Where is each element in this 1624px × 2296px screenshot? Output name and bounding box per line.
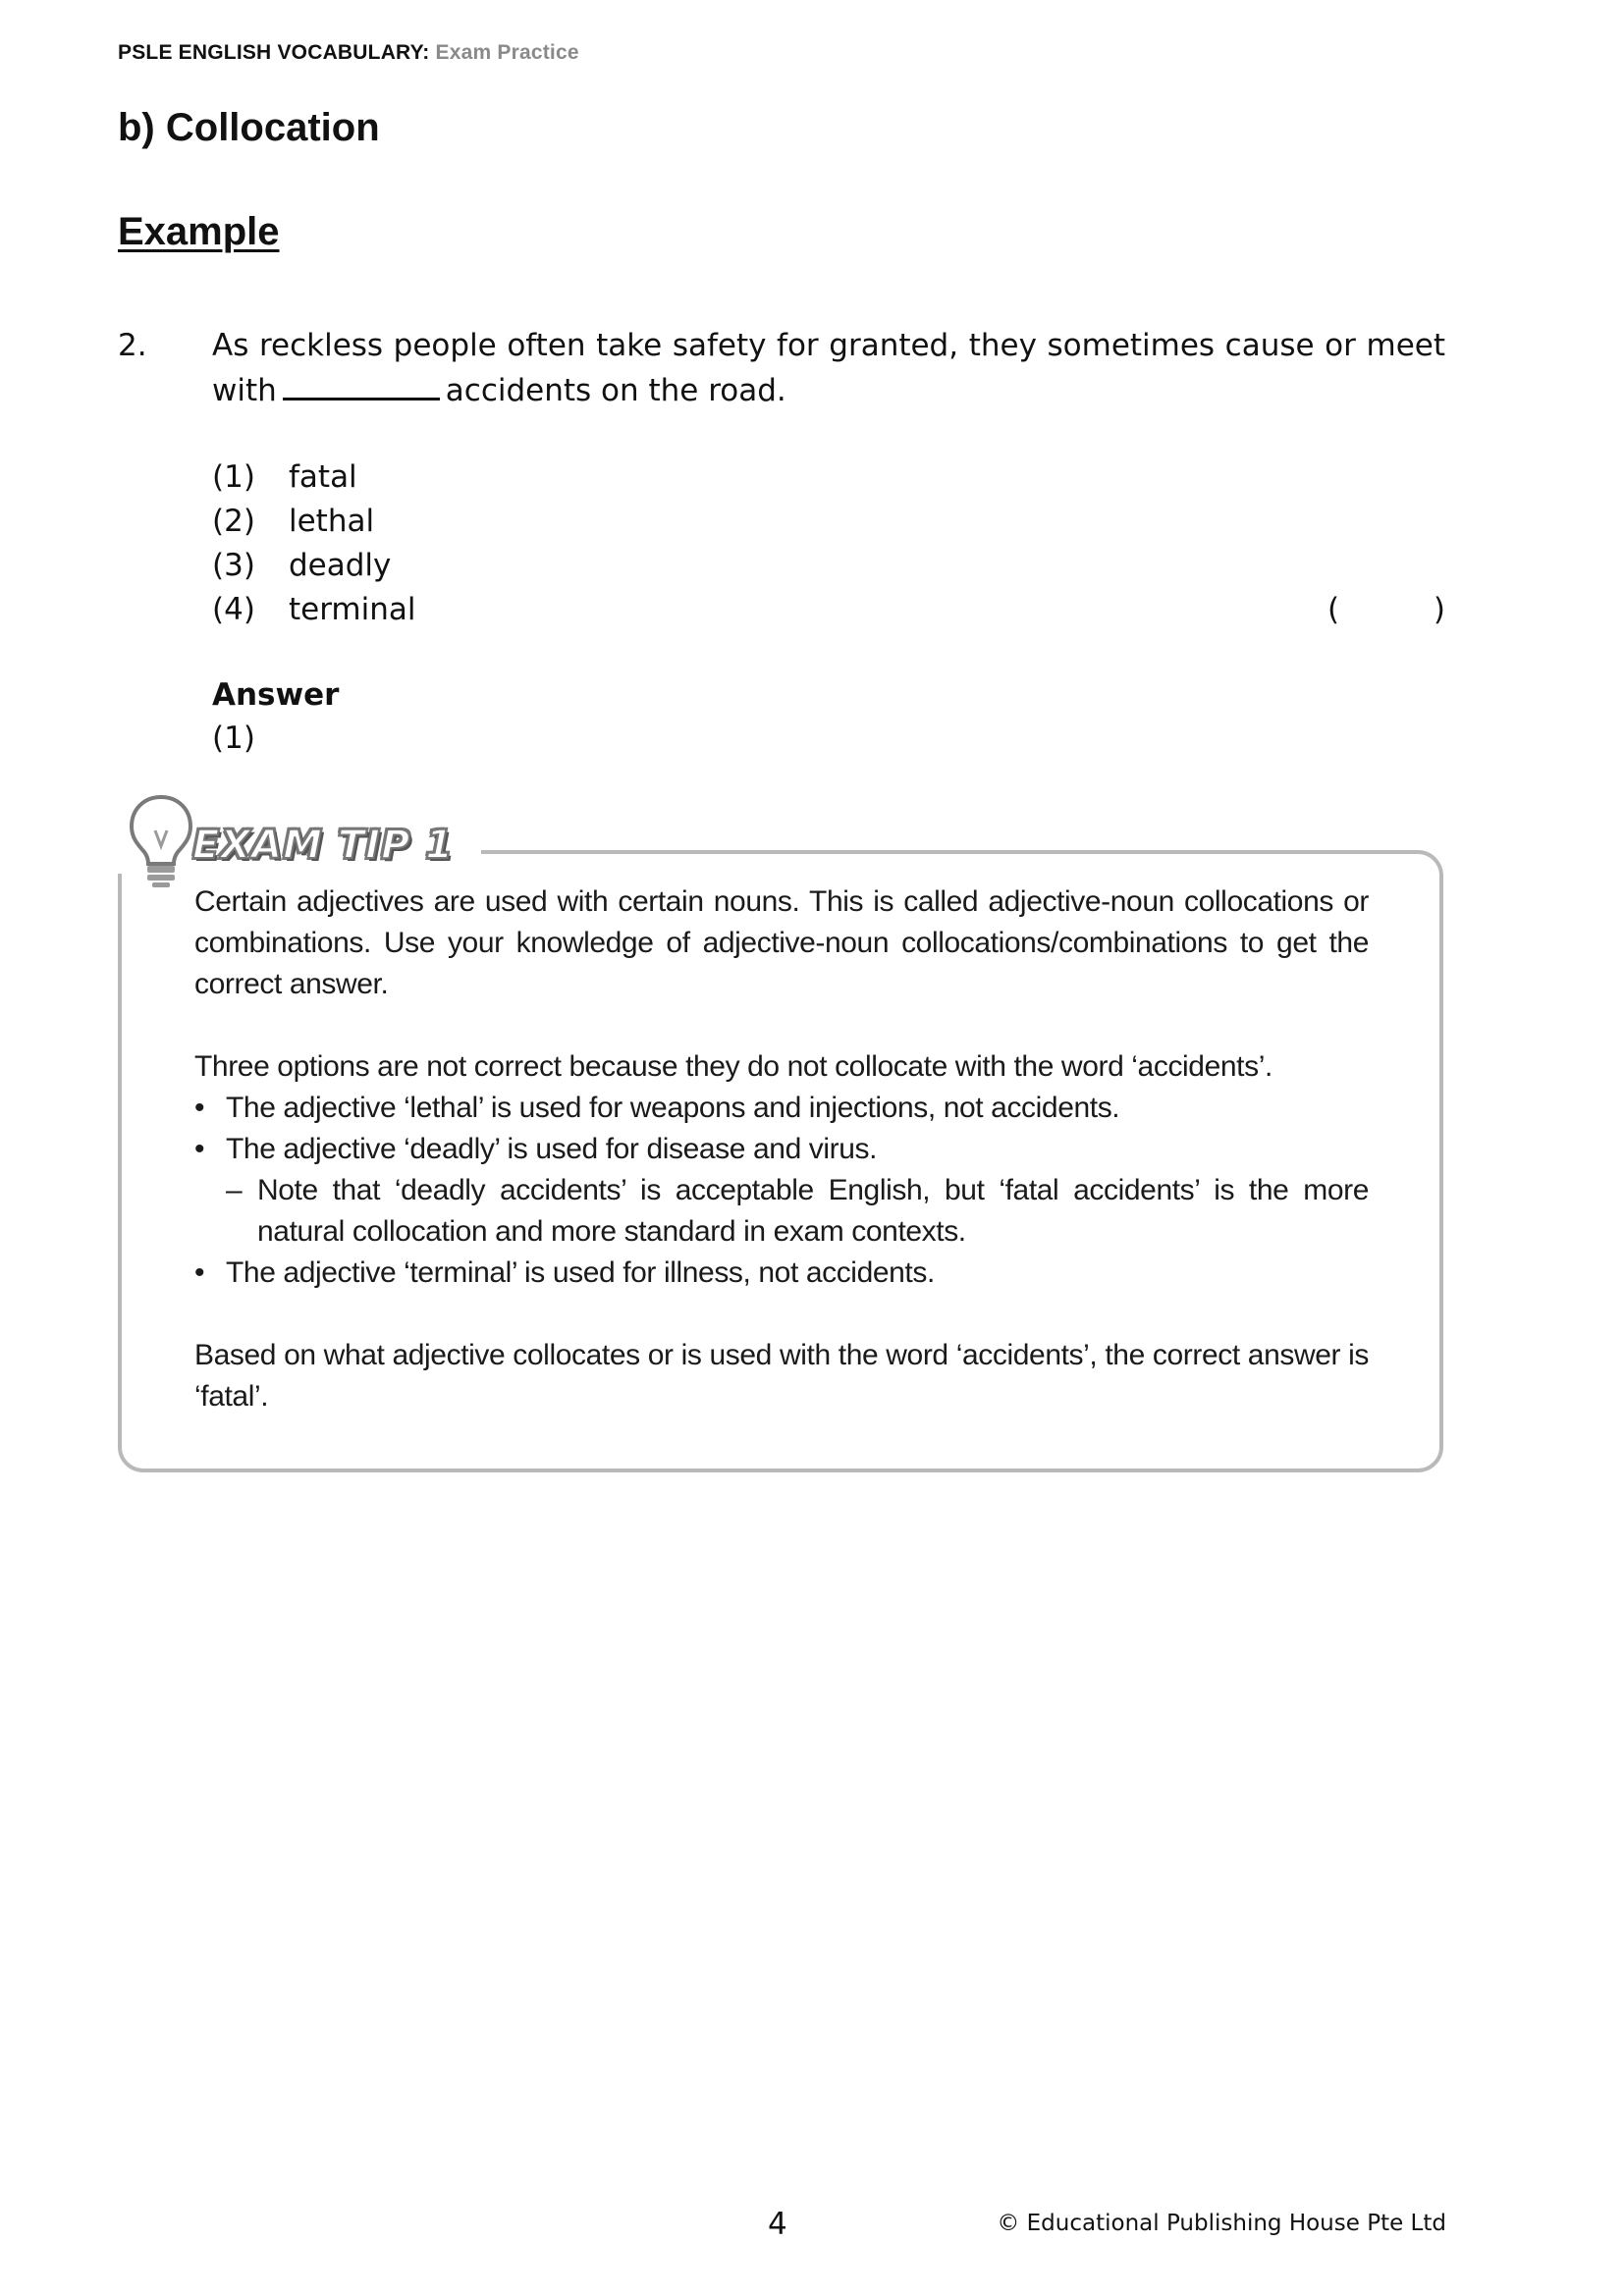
answer-label: Answer [212,677,340,713]
exam-tip-label: EXAM TIP 1 [192,823,455,868]
running-header [118,41,579,65]
tip-bullet: • The adjective ‘deadly’ is used for disease and virus. [194,1129,1369,1170]
section-title: b) Collocation [118,106,380,149]
bracket-open: ( [1327,592,1340,627]
tip-bullet: • The adjective ‘terminal’ is used for illness, not accidents. [194,1253,1369,1294]
option-number: (1) [212,459,255,495]
exam-tip-content [194,881,1369,1417]
lightbulb-icon [126,791,196,889]
option-text: deadly [289,548,392,583]
option-text: lethal [289,504,375,539]
tip-conclusion: Based on what adjective collocates or is used with the word ‘accidents’, the correct answer is ‘fatal’. [194,1339,1369,1413]
sub-note-text: Note that ‘deadly accidents’ is acceptable English, but ‘fatal accidents’ is the more natural collocation and more standard in exam contexts. [257,1174,1369,1248]
options-list [212,455,1445,632]
option-text: terminal [289,592,416,627]
bracket-close: ) [1433,592,1445,627]
option-text: fatal [289,459,357,495]
option-number: (4) [212,592,255,627]
page-number: 4 [768,2207,787,2242]
tip-paragraph: Certain adjectives are used with certain nouns. This is called adjective-noun collocations or combinations. Use your knowledge of adjective-noun collocations/combinations to get the correct answer. [194,885,1369,1000]
option-number: (2) [212,504,255,539]
example-heading: Example [118,210,280,253]
answer-blank [283,368,440,400]
question-text-before: As reckless people often take safety for granted, they sometimes cause or meet with [212,328,1445,408]
header-subtitle: Exam Practice [435,41,579,64]
option-item [212,544,1445,588]
tip-bullet: • The adjective ‘lethal’ is used for weapons and injections, not accidents. [194,1088,1369,1129]
answer-brackets [1327,588,1445,632]
option-item [212,500,1445,544]
copyright: © Educational Publishing House Pte Ltd [997,2211,1446,2236]
option-item [212,588,1445,632]
tip-sub-note [194,1170,1369,1253]
option-number: (3) [212,548,255,583]
question-number: 2. [118,328,147,363]
answer-value: (1) [212,721,255,756]
book-title: PSLE ENGLISH VOCABULARY: [118,41,430,64]
question-text [212,324,1445,413]
option-item [212,455,1445,500]
tip-paragraph: Three options are not correct because they do not collocate with the word ‘accidents’. [194,1050,1272,1083]
dash-mark: – [226,1174,243,1206]
question-text-after: accidents on the road. [445,373,786,408]
